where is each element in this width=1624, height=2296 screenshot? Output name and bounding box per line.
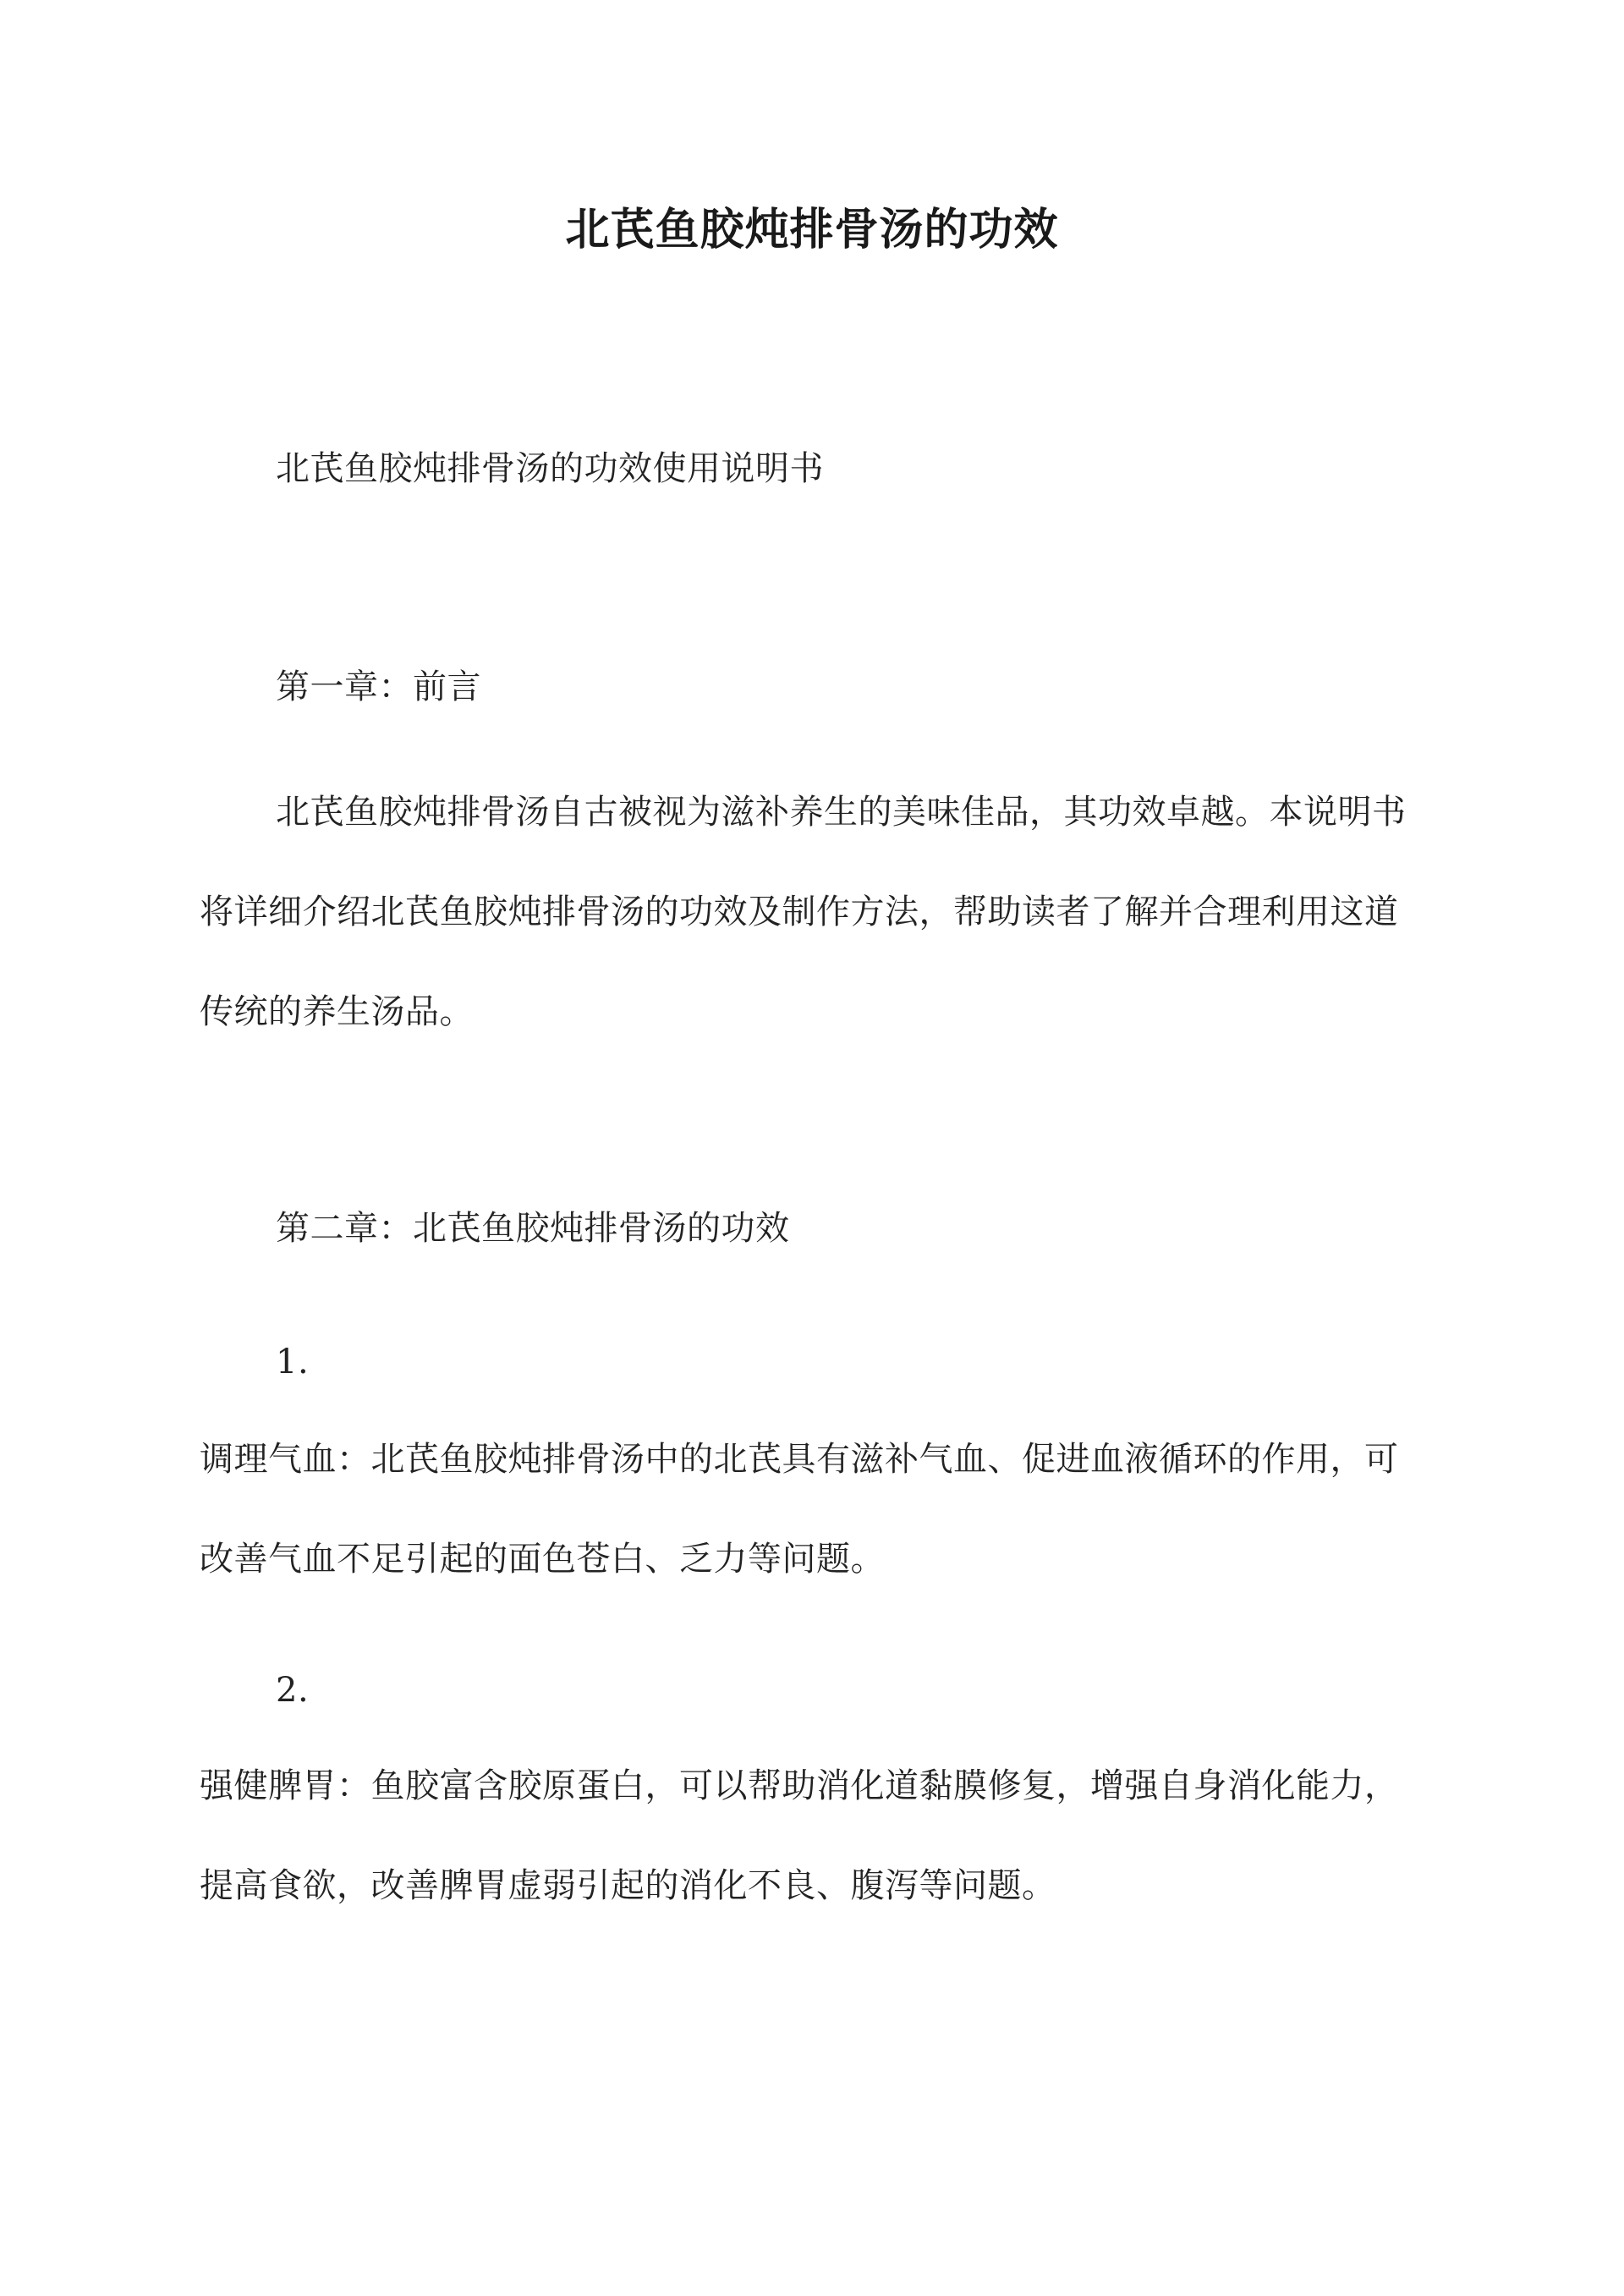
chapter-1-heading: 第一章：前言 (276, 667, 481, 706)
chapter-1-paragraph: 北芪鱼胶炖排骨汤自古被视为滋补养生的美味佳品，其功效卓越。本说明书将详细介绍北芪鱼胶炖排骨汤的功效及制作方法，帮助读者了解并合理利用这道传统的养生汤品。 (200, 793, 1407, 1031)
document-title: 北芪鱼胶炖排骨汤的功效 (565, 204, 1059, 255)
list-item-2-text: 强健脾胃：鱼胶富含胶原蛋白，可以帮助消化道黏膜修复，增强自身消化能力，提高食欲，改善脾胃虚弱引起的消化不良、腹泻等问题。 (200, 1766, 1399, 1905)
document-subtitle: 北芪鱼胶炖排骨汤的功效使用说明书 (276, 449, 824, 488)
list-item-2-number: 2. (276, 1671, 310, 1710)
chapter-2-heading: 第二章：北芪鱼胶炖排骨汤的功效 (276, 1209, 790, 1248)
list-item-1-number: 1. (276, 1343, 310, 1381)
list-item-1-text: 调理气血：北芪鱼胶炖排骨汤中的北芪具有滋补气血、促进血液循环的作用，可改善气血不足引起的面色苍白、乏力等问题。 (200, 1440, 1399, 1579)
